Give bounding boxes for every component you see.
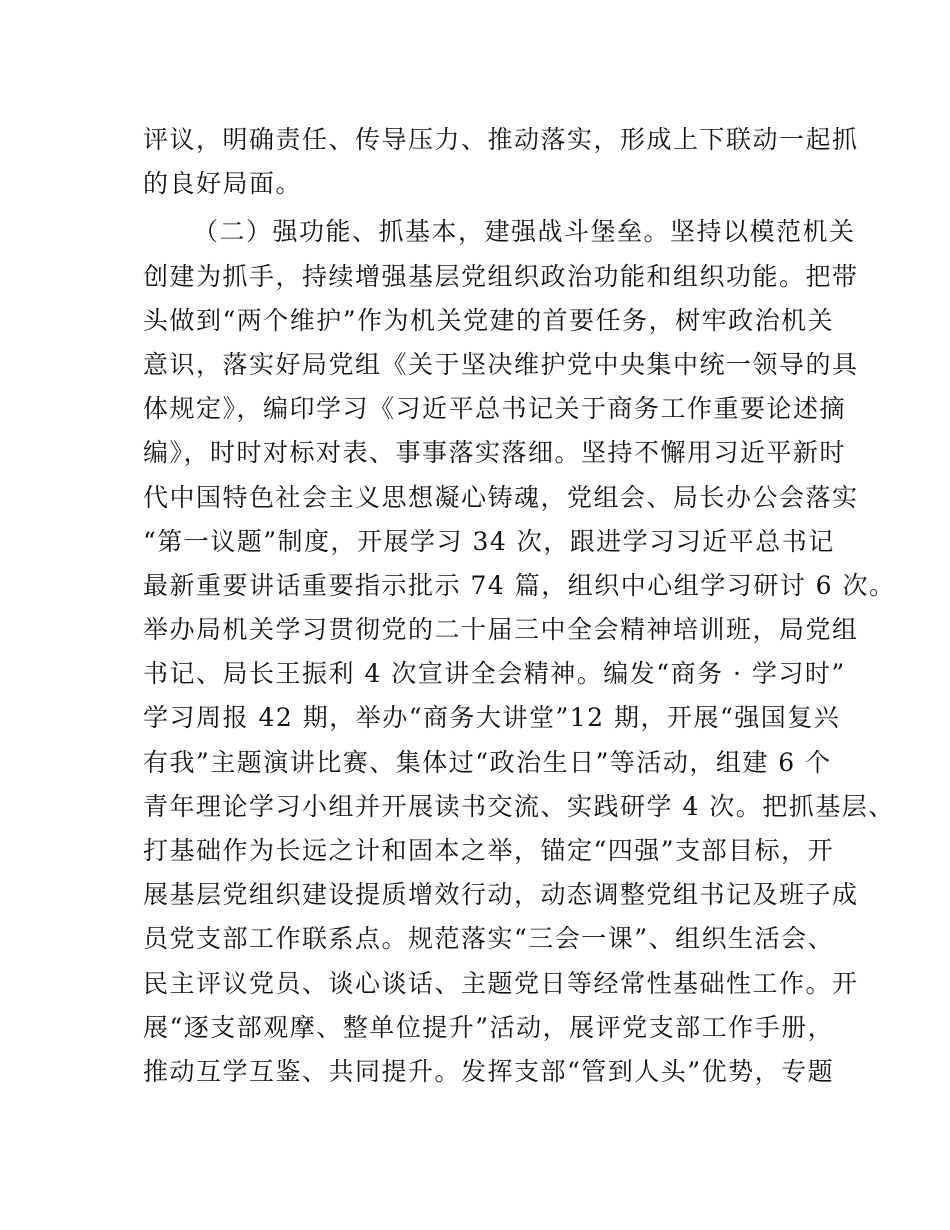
text-line: 最新重要讲话重要指示批示 74 篇，组织中心组学习研讨 6 次。 [143,570,896,600]
text-line: 举办局机关学习贯彻党的二十届三中全会精神培训班，局党组 [143,615,859,645]
paragraph-continuation [143,118,859,206]
text-line: “第一议题”制度，开展学习 34 次，跟进学习习近平总书记 [143,526,835,556]
text-line: 创建为抓手，持续增强基层党组织政治功能和组织功能。把带 [143,261,859,291]
text-line: 学习周报 42 期，举办“商务大讲堂”12 期，开展“强国复兴 [143,703,841,733]
text-line: 的良好局面。 [143,169,303,199]
paragraph-section-two [143,210,896,1094]
text-line: 体规定》，编印学习《习近平总书记关于商务工作重要论述摘 [143,394,847,424]
text-line: 书记、局长王振利 4 次宣讲全会精神。编发“商务 · 学习时” [143,659,846,689]
text-line: 青年理论学习小组并开展读书交流、实践研学 4 次。把抓基层、 [143,791,895,821]
text-line: 民主评议党员、谈心谈话、主题党日等经常性基础性工作。开 [143,968,859,998]
text-line: 员党支部工作联系点。规范落实“三会一课”、组织生活会、 [143,924,835,954]
text-line: 编》，时时对标对表、事事落实落细。坚持不懈用习近平新时 [143,438,847,468]
text-line: 有我”主题演讲比赛、集体过“政治生日”等活动，组建 6 个 [143,747,832,777]
text-line: 代中国特色社会主义思想凝心铸魂，党组会、局长办公会落实 [143,482,859,512]
text-line: 头做到“两个维护”作为机关党建的首要任务，树牢政治机关 [143,305,835,335]
text-line: 展“逐支部观摩、整单位提升”活动，展评党支部工作手册， [143,1012,835,1042]
section-heading-line: （二）强功能、抓基本，建强战斗堡垒。坚持以模范机关 [193,217,856,247]
text-line: 意识，落实好局党组《关于坚决维护党中央集中统一领导的具 [143,349,859,379]
text-line: 评议，明确责任、传导压力、推动落实，形成上下联动一起抓 [143,125,859,154]
text-line: 推动互学互鉴、共同提升。发挥支部“管到人头”优势，专题 [143,1056,835,1086]
text-line: 展基层党组织建设提质增效行动，动态调整党组书记及班子成 [143,880,859,910]
document-body [143,118,896,1094]
text-line: 打基础作为长远之计和固本之举，锚定“四强”支部目标，开 [143,836,835,865]
